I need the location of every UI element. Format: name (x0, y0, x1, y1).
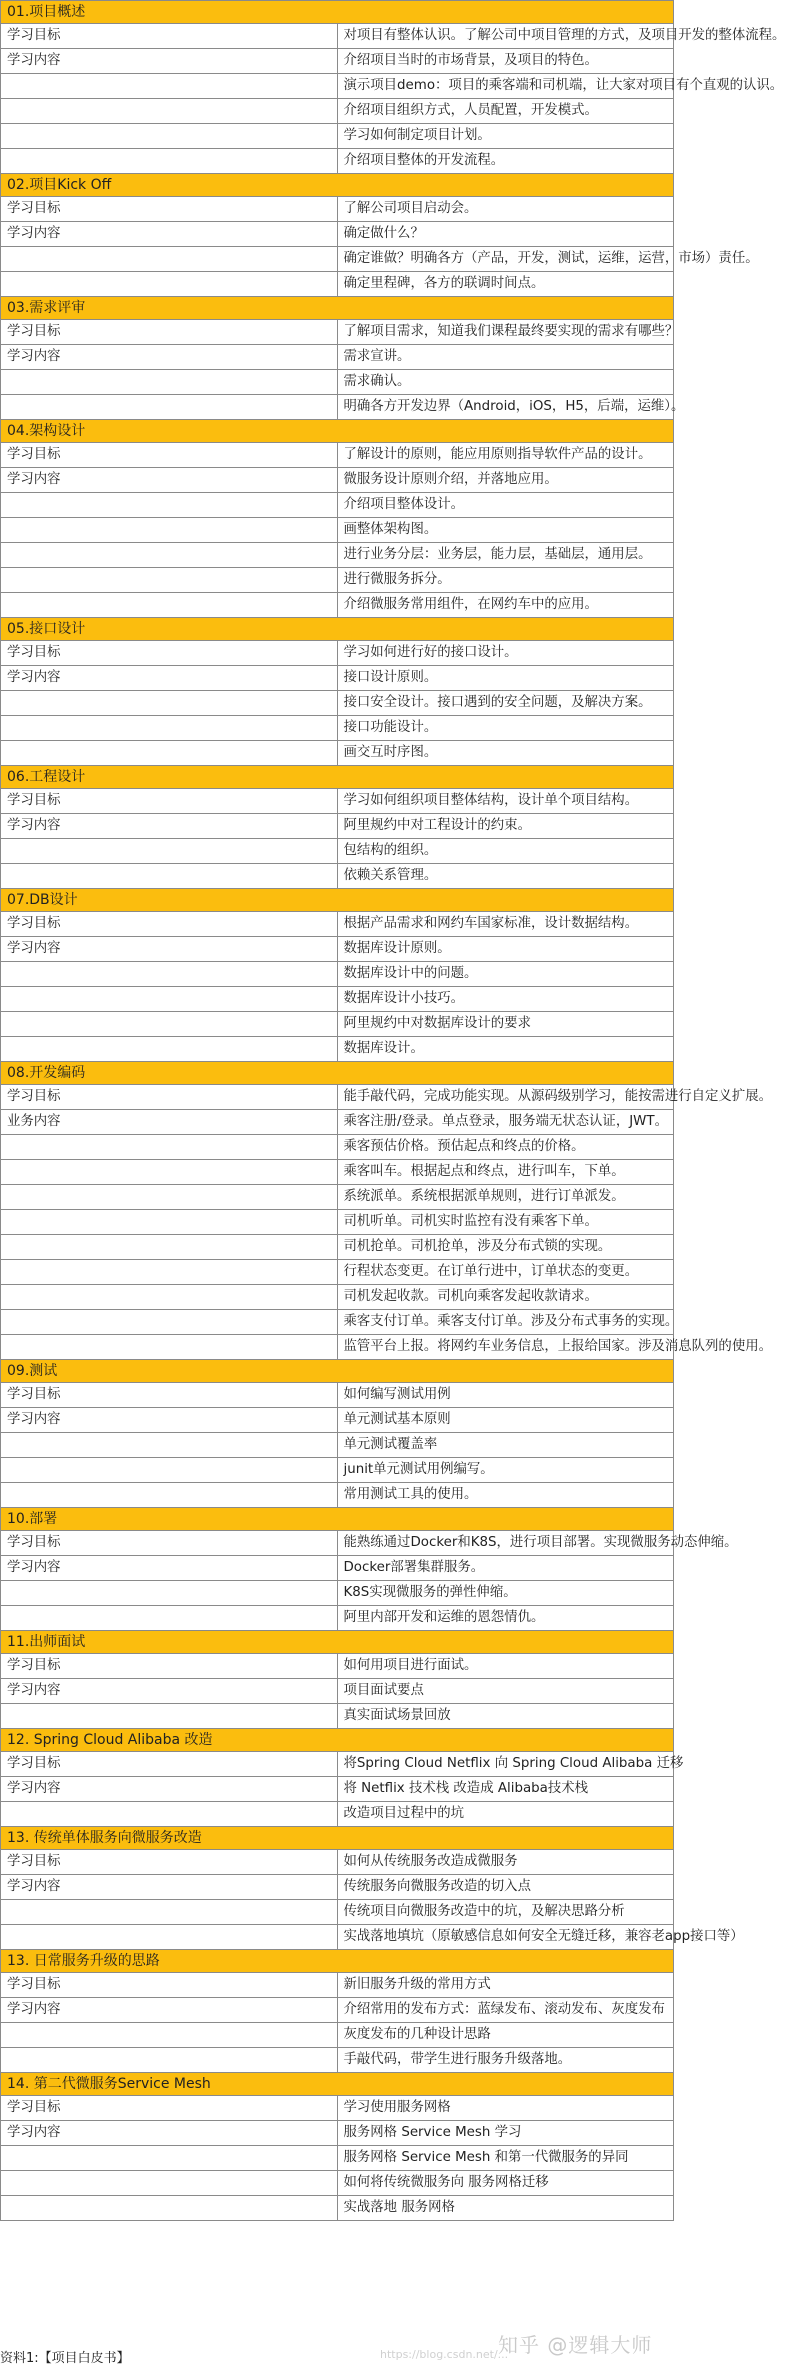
row-content: 介绍微服务常用组件，在网约车中的应用。 (337, 593, 674, 618)
table-row (1, 1285, 674, 1310)
row-content: 需求宣讲。 (337, 345, 674, 370)
row-label: 学习目标 (1, 197, 338, 222)
row-label (1, 247, 338, 272)
section-header-row (1, 766, 674, 789)
section-header-row (1, 2073, 674, 2096)
row-content: 包结构的组织。 (337, 839, 674, 864)
row-content: 接口功能设计。 (337, 716, 674, 741)
table-row (1, 741, 674, 766)
row-label: 学习目标 (1, 24, 338, 49)
table-row (1, 962, 674, 987)
table-row (1, 1777, 674, 1802)
row-label (1, 1483, 338, 1508)
section-title: 10.部署 (1, 1508, 674, 1531)
row-label (1, 1037, 338, 1062)
row-content: 介绍项目整体设计。 (337, 493, 674, 518)
row-content: 学习使用服务网格 (337, 2096, 674, 2121)
row-content: 了解项目需求，知道我们课程最终要实现的需求有哪些？ (337, 320, 674, 345)
row-content: 能熟练通过Docker和K8S，进行项目部署。实现微服务动态伸缩。 (337, 1531, 674, 1556)
table-row (1, 1925, 674, 1950)
footer-note: 资料1:【项目白皮书】 (0, 2351, 130, 2366)
table-row (1, 1335, 674, 1360)
row-content: 介绍项目当时的市场背景，及项目的特色。 (337, 49, 674, 74)
row-content: 画整体架构图。 (337, 518, 674, 543)
row-label (1, 493, 338, 518)
row-content: 阿里规约中对工程设计的约束。 (337, 814, 674, 839)
table-row (1, 1900, 674, 1925)
row-content: 司机听单。司机实时监控有没有乘客下单。 (337, 1210, 674, 1235)
table-row (1, 1037, 674, 1062)
row-content: 手敲代码，带学生进行服务升级落地。 (337, 2048, 674, 2073)
table-row (1, 1850, 674, 1875)
row-label (1, 987, 338, 1012)
row-content: 接口安全设计。接口遇到的安全问题，及解决方案。 (337, 691, 674, 716)
row-content: 对项目有整体认识。了解公司中项目管理的方式，及项目开发的整体流程。 (337, 24, 674, 49)
row-label (1, 2023, 338, 2048)
section-title: 03.需求评审 (1, 297, 674, 320)
table-row (1, 49, 674, 74)
row-content: 将Spring Cloud Netflix 向 Spring Cloud Alibaba 迁移 (337, 1752, 674, 1777)
row-label: 学习目标 (1, 1752, 338, 1777)
table-row (1, 493, 674, 518)
row-content: 学习如何制定项目计划。 (337, 124, 674, 149)
table-row (1, 1110, 674, 1135)
table-row (1, 2096, 674, 2121)
row-content: 数据库设计原则。 (337, 937, 674, 962)
table-row (1, 1012, 674, 1037)
row-content: 单元测试基本原则 (337, 1408, 674, 1433)
row-label (1, 2171, 338, 2196)
table-row (1, 839, 674, 864)
section-header-row (1, 420, 674, 443)
row-content: 改造项目过程中的坑 (337, 1802, 674, 1827)
section-header-row (1, 297, 674, 320)
table-row (1, 1606, 674, 1631)
row-label: 学习内容 (1, 345, 338, 370)
section-title: 01.项目概述 (1, 1, 674, 24)
section-title: 14. 第二代微服务Service Mesh (1, 2073, 674, 2096)
row-content: 确定做什么？ (337, 222, 674, 247)
row-content: 如何用项目进行面试。 (337, 1654, 674, 1679)
row-label (1, 272, 338, 297)
row-label (1, 1135, 338, 1160)
row-content: 阿里规约中对数据库设计的要求 (337, 1012, 674, 1037)
row-label (1, 1160, 338, 1185)
table-row (1, 1210, 674, 1235)
row-label: 学习目标 (1, 320, 338, 345)
row-content: 司机发起收款。司机向乘客发起收款请求。 (337, 1285, 674, 1310)
section-header-row (1, 174, 674, 197)
footer-url: https://blog.csdn.net/... (380, 2348, 509, 2361)
section-title: 04.架构设计 (1, 420, 674, 443)
row-content: 明确各方开发边界（Android，iOS，H5，后端，运维）。 (337, 395, 674, 420)
row-content: 进行业务分层：业务层，能力层，基础层，通用层。 (337, 543, 674, 568)
row-content: 接口设计原则。 (337, 666, 674, 691)
row-label: 业务内容 (1, 1110, 338, 1135)
table-row (1, 1802, 674, 1827)
row-content: 传统服务向微服务改造的切入点 (337, 1875, 674, 1900)
table-row (1, 987, 674, 1012)
table-row (1, 124, 674, 149)
row-label (1, 962, 338, 987)
row-label: 学习内容 (1, 1679, 338, 1704)
row-content: 能手敲代码，完成功能实现。从源码级别学习，能按需进行自定义扩展。 (337, 1085, 674, 1110)
row-label (1, 1285, 338, 1310)
table-row (1, 443, 674, 468)
table-row (1, 1654, 674, 1679)
table-row (1, 1531, 674, 1556)
table-row (1, 1679, 674, 1704)
row-label (1, 1704, 338, 1729)
table-row (1, 1581, 674, 1606)
table-row (1, 2171, 674, 2196)
row-label: 学习内容 (1, 1777, 338, 1802)
row-label: 学习目标 (1, 1531, 338, 1556)
table-row (1, 1752, 674, 1777)
row-content: 乘客注册/登录。单点登录，服务端无状态认证，JWT。 (337, 1110, 674, 1135)
row-content: 监管平台上报。将网约车业务信息，上报给国家。涉及消息队列的使用。 (337, 1335, 674, 1360)
row-label: 学习内容 (1, 1408, 338, 1433)
table-row (1, 1408, 674, 1433)
row-label: 学习内容 (1, 468, 338, 493)
table-row (1, 197, 674, 222)
row-content: 乘客叫车。根据起点和终点，进行叫车，下单。 (337, 1160, 674, 1185)
table-row (1, 2196, 674, 2221)
row-content: 画交互时序图。 (337, 741, 674, 766)
table-row (1, 543, 674, 568)
section-header-row (1, 1508, 674, 1531)
table-row (1, 1260, 674, 1285)
row-content: 单元测试覆盖率 (337, 1433, 674, 1458)
table-row (1, 593, 674, 618)
row-content: 根据产品需求和网约车国家标准，设计数据结构。 (337, 912, 674, 937)
table-row (1, 641, 674, 666)
row-label: 学习目标 (1, 1085, 338, 1110)
table-row (1, 716, 674, 741)
section-header-row (1, 889, 674, 912)
row-content: 介绍常用的发布方式：蓝绿发布、滚动发布、灰度发布 (337, 1998, 674, 2023)
row-content: 确定谁做？明确各方（产品，开发，测试，运维，运营，市场）责任。 (337, 247, 674, 272)
row-label (1, 1802, 338, 1827)
table-row (1, 320, 674, 345)
row-content: 实战落地 服务网格 (337, 2196, 674, 2221)
row-content: 介绍项目组织方式，人员配置，开发模式。 (337, 99, 674, 124)
table-row (1, 691, 674, 716)
row-content: 乘客预估价格。预估起点和终点的价格。 (337, 1135, 674, 1160)
row-content: 项目面试要点 (337, 1679, 674, 1704)
table-row (1, 1160, 674, 1185)
row-label: 学习目标 (1, 1654, 338, 1679)
row-label (1, 2146, 338, 2171)
table-row (1, 2146, 674, 2171)
row-label (1, 1925, 338, 1950)
table-row (1, 568, 674, 593)
table-row (1, 937, 674, 962)
table-row (1, 74, 674, 99)
section-header-row (1, 1360, 674, 1383)
row-label (1, 518, 338, 543)
row-content: 行程状态变更。在订单行进中，订单状态的变更。 (337, 1260, 674, 1285)
table-row (1, 1185, 674, 1210)
row-label (1, 1458, 338, 1483)
section-title: 11.出师面试 (1, 1631, 674, 1654)
row-label (1, 1433, 338, 1458)
row-content: 数据库设计小技巧。 (337, 987, 674, 1012)
row-content: junit单元测试用例编写。 (337, 1458, 674, 1483)
section-header-row (1, 1729, 674, 1752)
table-row (1, 149, 674, 174)
row-label (1, 543, 338, 568)
row-label (1, 1900, 338, 1925)
section-title: 13. 日常服务升级的思路 (1, 1950, 674, 1973)
row-content: 真实面试场景回放 (337, 1704, 674, 1729)
row-content: 新旧服务升级的常用方式 (337, 1973, 674, 1998)
table-row (1, 1135, 674, 1160)
row-label (1, 1335, 338, 1360)
section-header-row (1, 1950, 674, 1973)
row-label: 学习内容 (1, 814, 338, 839)
section-title: 13. 传统单体服务向微服务改造 (1, 1827, 674, 1850)
row-label (1, 1235, 338, 1260)
table-row (1, 864, 674, 889)
row-content: 常用测试工具的使用。 (337, 1483, 674, 1508)
row-content: 将 Netflix 技术栈 改造成 Alibaba技术栈 (337, 1777, 674, 1802)
row-label (1, 124, 338, 149)
row-label (1, 1185, 338, 1210)
table-row (1, 1085, 674, 1110)
watermark: 知乎 @逻辑大师 (498, 2333, 653, 2357)
table-row (1, 272, 674, 297)
row-content: 实战落地填坑（原敏感信息如何安全无缝迁移，兼容老app接口等） (337, 1925, 674, 1950)
table-row (1, 222, 674, 247)
table-row (1, 814, 674, 839)
row-label (1, 1581, 338, 1606)
row-content: 学习如何进行好的接口设计。 (337, 641, 674, 666)
row-content: 阿里内部开发和运维的恩怨情仇。 (337, 1606, 674, 1631)
table-row (1, 99, 674, 124)
section-header-row (1, 1827, 674, 1850)
row-label (1, 99, 338, 124)
row-label: 学习目标 (1, 2096, 338, 2121)
row-content: 灰度发布的几种设计思路 (337, 2023, 674, 2048)
table-row (1, 789, 674, 814)
table-row (1, 1998, 674, 2023)
table-row (1, 24, 674, 49)
row-label: 学习目标 (1, 789, 338, 814)
row-content: 了解公司项目启动会。 (337, 197, 674, 222)
row-label (1, 1210, 338, 1235)
row-content: K8S实现微服务的弹性伸缩。 (337, 1581, 674, 1606)
table-row (1, 370, 674, 395)
row-label: 学习目标 (1, 1383, 338, 1408)
row-content: 如何从传统服务改造成微服务 (337, 1850, 674, 1875)
row-label: 学习内容 (1, 222, 338, 247)
section-header-row (1, 1062, 674, 1085)
row-label: 学习目标 (1, 912, 338, 937)
row-label (1, 839, 338, 864)
table-row (1, 1310, 674, 1335)
row-content: 演示项目demo：项目的乘客端和司机端，让大家对项目有个直观的认识。 (337, 74, 674, 99)
row-content: 服务网格 Service Mesh 学习 (337, 2121, 674, 2146)
row-content: 传统项目向微服务改造中的坑，及解决思路分析 (337, 1900, 674, 1925)
row-content: 学习如何组织项目整体结构，设计单个项目结构。 (337, 789, 674, 814)
row-label (1, 1606, 338, 1631)
section-title: 12. Spring Cloud Alibaba 改造 (1, 1729, 674, 1752)
row-content: 确定里程碑，各方的联调时间点。 (337, 272, 674, 297)
row-label (1, 74, 338, 99)
table-row (1, 1483, 674, 1508)
row-content: 需求确认。 (337, 370, 674, 395)
row-label: 学习内容 (1, 1998, 338, 2023)
row-content: 如何编写测试用例 (337, 1383, 674, 1408)
row-label (1, 2048, 338, 2073)
row-label (1, 1310, 338, 1335)
table-row (1, 395, 674, 420)
table-row (1, 1383, 674, 1408)
table-row (1, 1235, 674, 1260)
row-content: 系统派单。系统根据派单规则，进行订单派发。 (337, 1185, 674, 1210)
section-header-row (1, 1631, 674, 1654)
row-content: 数据库设计。 (337, 1037, 674, 1062)
row-label (1, 741, 338, 766)
row-label (1, 1260, 338, 1285)
table-row (1, 1433, 674, 1458)
row-label (1, 864, 338, 889)
table-row (1, 2023, 674, 2048)
row-content: 如何将传统微服务向 服务网格迁移 (337, 2171, 674, 2196)
row-content: 进行微服务拆分。 (337, 568, 674, 593)
row-label: 学习目标 (1, 1973, 338, 1998)
row-label (1, 568, 338, 593)
table-row (1, 1973, 674, 1998)
row-label: 学习目标 (1, 1850, 338, 1875)
section-header-row (1, 618, 674, 641)
row-label: 学习内容 (1, 1875, 338, 1900)
section-title: 07.DB设计 (1, 889, 674, 912)
row-label (1, 149, 338, 174)
row-label (1, 691, 338, 716)
row-label (1, 370, 338, 395)
table-row (1, 247, 674, 272)
row-label: 学习内容 (1, 666, 338, 691)
table-row (1, 345, 674, 370)
section-title: 02.项目Kick Off (1, 174, 674, 197)
section-title: 06.工程设计 (1, 766, 674, 789)
section-title: 05.接口设计 (1, 618, 674, 641)
table-row (1, 666, 674, 691)
row-label (1, 593, 338, 618)
row-content: 服务网格 Service Mesh 和第一代微服务的异同 (337, 2146, 674, 2171)
row-label (1, 716, 338, 741)
row-content: 了解设计的原则，能应用原则指导软件产品的设计。 (337, 443, 674, 468)
table-row (1, 1556, 674, 1581)
table-row (1, 2121, 674, 2146)
row-label (1, 395, 338, 420)
row-content: 微服务设计原则介绍，并落地应用。 (337, 468, 674, 493)
section-title: 08.开发编码 (1, 1062, 674, 1085)
table-row (1, 2048, 674, 2073)
row-label (1, 1012, 338, 1037)
row-label: 学习内容 (1, 1556, 338, 1581)
table-row (1, 1458, 674, 1483)
row-label: 学习目标 (1, 641, 338, 666)
row-content: 依赖关系管理。 (337, 864, 674, 889)
row-label (1, 2196, 338, 2221)
row-content: Docker部署集群服务。 (337, 1556, 674, 1581)
table-row (1, 912, 674, 937)
table-row (1, 1875, 674, 1900)
row-label: 学习目标 (1, 443, 338, 468)
section-title: 09.测试 (1, 1360, 674, 1383)
table-row (1, 468, 674, 493)
page-footer (0, 2333, 676, 2368)
row-label: 学习内容 (1, 2121, 338, 2146)
section-header-row (1, 1, 674, 24)
row-content: 介绍项目整体的开发流程。 (337, 149, 674, 174)
row-content: 司机抢单。司机抢单，涉及分布式锁的实现。 (337, 1235, 674, 1260)
row-content: 数据库设计中的问题。 (337, 962, 674, 987)
table-row (1, 518, 674, 543)
row-label: 学习内容 (1, 937, 338, 962)
row-content: 乘客支付订单。乘客支付订单。涉及分布式事务的实现。 (337, 1310, 674, 1335)
table-row (1, 1704, 674, 1729)
row-label: 学习内容 (1, 49, 338, 74)
